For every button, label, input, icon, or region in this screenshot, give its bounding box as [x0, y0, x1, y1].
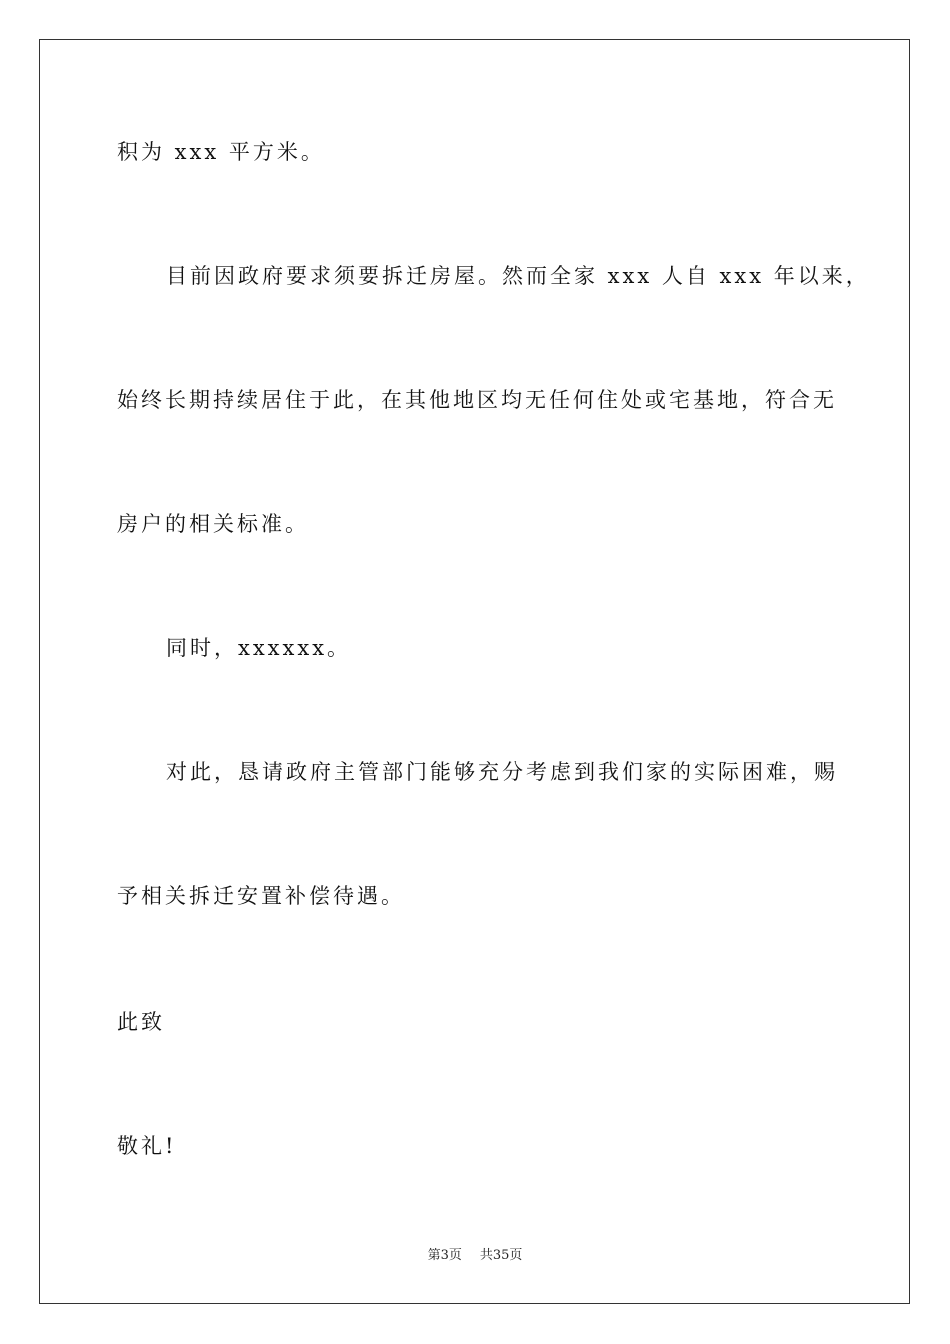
closing-regards: 敬礼!	[117, 1134, 177, 1158]
body-paragraph-1-line-3: 房户的相关标准。	[117, 512, 309, 536]
body-paragraph-1-line-2: 始终长期持续居住于此，在其他地区均无任何住处或宅基地，符合无	[117, 388, 837, 412]
body-paragraph-2: 同时，xxxxxx。	[166, 636, 352, 660]
page-frame	[39, 39, 910, 1304]
closing-salutation: 此致	[117, 1010, 165, 1034]
body-paragraph-3-line-2: 予相关拆迁安置补偿待遇。	[117, 884, 405, 908]
body-paragraph-1-line-1: 目前因政府要求须要拆迁房屋。然而全家 xxx 人自 xxx 年以来，	[166, 264, 870, 288]
page-total: 共35页	[479, 1248, 523, 1263]
page-footer	[0, 1247, 950, 1265]
body-line-1: 积为 xxx 平方米。	[117, 140, 325, 164]
page-number: 第3页	[427, 1248, 462, 1263]
body-paragraph-3-line-1: 对此，恳请政府主管部门能够充分考虑到我们家的实际困难，赐	[166, 760, 838, 784]
